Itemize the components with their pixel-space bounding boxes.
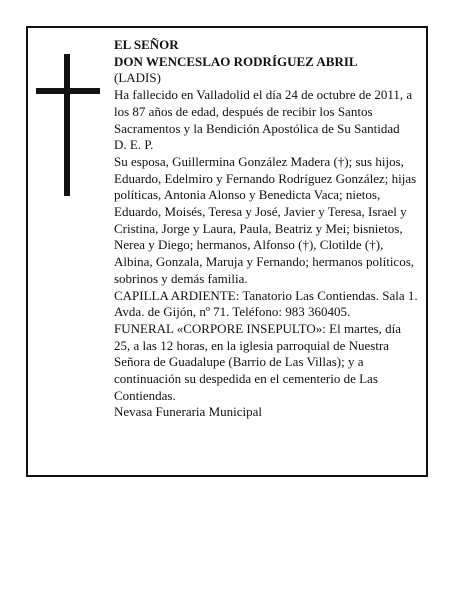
chapel-info: CAPILLA ARDIENTE: Tanatorio Las Contiendas. Sala 1. Avda. de Gijón, nº 71. Teléfono: 983 360405.: [114, 287, 418, 320]
funeral-home: Nevasa Funeraria Municipal: [114, 404, 263, 420]
nickname: (LADIS): [114, 70, 161, 86]
death-statement: Ha fallecido en Valladolid el día 24 de octubre de 2011, a los 87 años de edad, después de recibir los Santos Sacramentos y la Bendición Apostólica de Su Santidad: [114, 87, 413, 136]
rip-text: D. E. P.: [114, 137, 154, 153]
deceased-name: DON WENCESLAO RODRÍGUEZ ABRIL: [114, 53, 358, 69]
cross-vertical-bar: [64, 54, 70, 196]
funeral-info: FUNERAL «CORPORE INSEPULTO»: El martes, día 25, a las 12 horas, en la iglesia parroquial de Nuestra Señora de Guadalupe (Barrio de Las Villas); y a continuación su despedida en el cementerio de Las Contiendas.: [114, 320, 401, 403]
title-line-1: EL SEÑOR: [114, 37, 179, 52]
family-list: Su esposa, Guillermina González Madera (†); sus hijos, Eduardo, Edelmiro y Fernando Rodríguez González; hijas políticas, Antonia Alonso y Benedicta Vaca; nietos, Eduardo, Moisés, Teresa y José, Javier y Teresa, Israel y Cristina, Jorge y Laura, Paula, Beatriz y Mei; bisnietos, Nerea y Diego; hermanos, Alfonso (†), Clotilde (†), Albina, Gonzala, Maruja y Fernando; hermanos políticos, sobrinos y demás familia.: [114, 153, 417, 286]
cross-horizontal-bar: [36, 88, 100, 94]
cross-icon: [36, 54, 100, 196]
obituary-text: [114, 37, 420, 421]
